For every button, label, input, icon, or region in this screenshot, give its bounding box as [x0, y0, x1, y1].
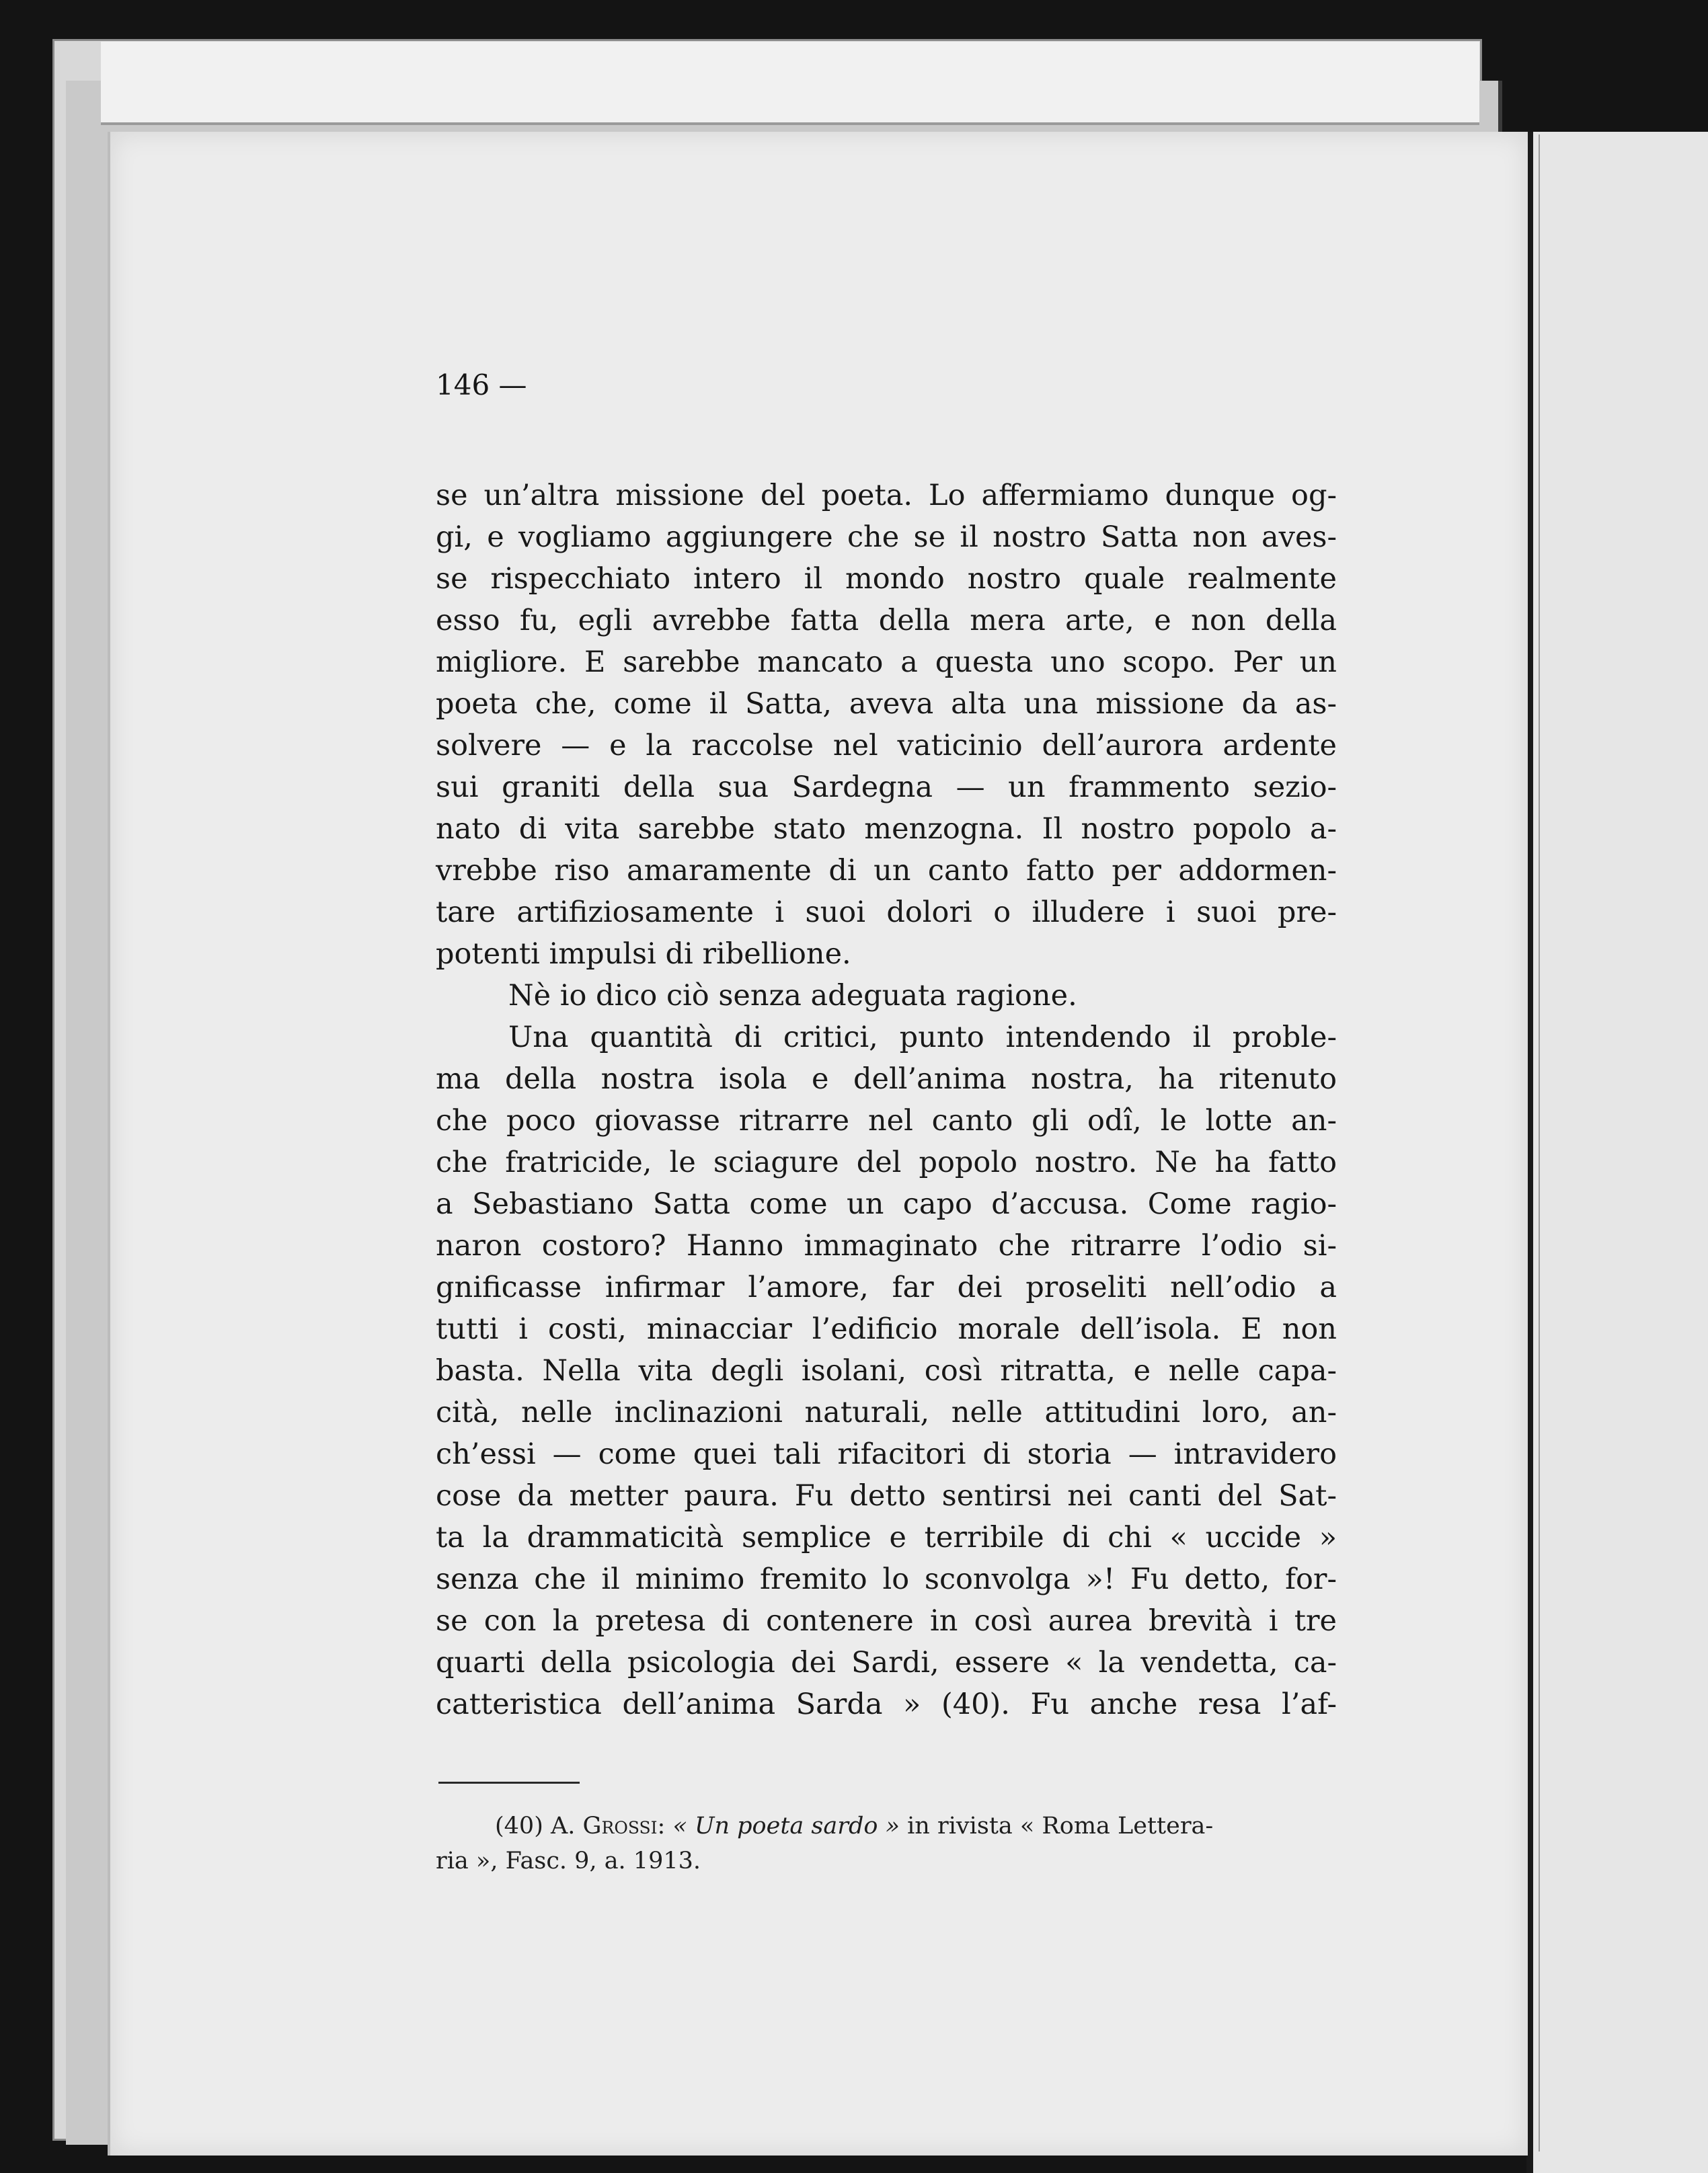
- page-number: 146 —: [436, 368, 527, 401]
- text-line: che poco giovasse ritrarre nel canto gli odî, le lotte an-: [436, 1104, 1337, 1138]
- text-line: senza che il minimo fremito lo sconvolga »! Fu detto, for-: [436, 1563, 1337, 1596]
- footnote-source: in rivista « Roma Lettera-: [899, 1813, 1214, 1840]
- text-line: ta la drammaticità semplice e terribile di chi « uccide »: [436, 1521, 1337, 1554]
- footnote-author-initial: A.: [551, 1813, 576, 1840]
- adjacent-page-rule: [1539, 134, 1540, 2151]
- text-line: cose da metter paura. Fu detto sentirsi nei canti del Sat-: [436, 1479, 1337, 1513]
- text-line: cità, nelle inclinazioni naturali, nelle attitudini loro, an-: [436, 1396, 1337, 1429]
- footnote-rule: [438, 1782, 580, 1784]
- text-line: potenti impulsi di ribellione.: [436, 937, 851, 971]
- text-line: gi, e vogliamo aggiungere che se il nostro Satta non aves-: [436, 520, 1337, 554]
- body-text: [436, 475, 1337, 1725]
- text-line: Una quantità di critici, punto intendendo il proble-: [508, 1021, 1337, 1054]
- text-line: catteristica dell’anima Sarda » (40). Fu anche resa l’af-: [436, 1688, 1337, 1721]
- text-line: esso fu, egli avrebbe fatta della mera arte, e non della: [436, 604, 1337, 637]
- text-line: solvere — e la raccolse nel vaticinio dell’aurora ardente: [436, 729, 1337, 762]
- text-line: ch’essi — come quei tali rifacitori di storia — intravidero: [436, 1437, 1337, 1471]
- text-line: tutti i costi, minacciar l’edificio morale dell’isola. E non: [436, 1312, 1337, 1346]
- text-line: se rispecchiato intero il mondo nostro quale realmente: [436, 562, 1337, 596]
- adjacent-page-strip: [1526, 132, 1708, 2173]
- footnote: [436, 1809, 1337, 1879]
- text-line: naron costoro? Hanno immaginato che ritrarre l’odio si-: [436, 1229, 1337, 1263]
- text-line: se un’altra missione del poeta. Lo affermiamo dunque og-: [436, 479, 1337, 512]
- text-line: che fratricide, le sciagure del popolo nostro. Ne ha fatto: [436, 1146, 1337, 1179]
- text-line: nato di vita sarebbe stato menzogna. Il nostro popolo a-: [436, 812, 1337, 846]
- text-line: vrebbe riso amaramente di un canto fatto per addormen-: [436, 854, 1337, 887]
- text-line: se con la pretesa di contenere in così aurea brevità i tre: [436, 1604, 1337, 1638]
- folded-page-top: [101, 42, 1479, 125]
- text-line: poeta che, come il Satta, aveva alta una missione da as-: [436, 687, 1337, 721]
- text-line: tare artifiziosamente i suoi dolori o illudere i suoi pre-: [436, 896, 1337, 929]
- footnote-title: « Un poeta sardo »: [672, 1813, 900, 1840]
- footnote-author-surname: Grossi:: [582, 1813, 666, 1840]
- footnote-line: [436, 1809, 1337, 1844]
- footnote-number: (40): [495, 1813, 543, 1840]
- text-line: basta. Nella vita degli isolani, così ritratta, e nelle capa-: [436, 1354, 1337, 1388]
- text-line: a Sebastiano Satta come un capo d’accusa. Come ragio-: [436, 1187, 1337, 1221]
- text-line: Nè io dico ciò senza adeguata ragione.: [508, 979, 1077, 1013]
- text-line: gnificasse infirmar l’amore, far dei proseliti nell’odio a: [436, 1271, 1337, 1304]
- text-line: quarti della psicologia dei Sardi, essere « la vendetta, ca-: [436, 1646, 1337, 1680]
- text-line: migliore. E sarebbe mancato a questa uno scopo. Per un: [436, 645, 1337, 679]
- text-line: sui graniti della sua Sardegna — un frammento sezio-: [436, 771, 1337, 804]
- footnote-line: ria », Fasc. 9, a. 1913.: [436, 1848, 701, 1874]
- text-line: ma della nostra isola e dell’anima nostra, ha ritenuto: [436, 1062, 1337, 1096]
